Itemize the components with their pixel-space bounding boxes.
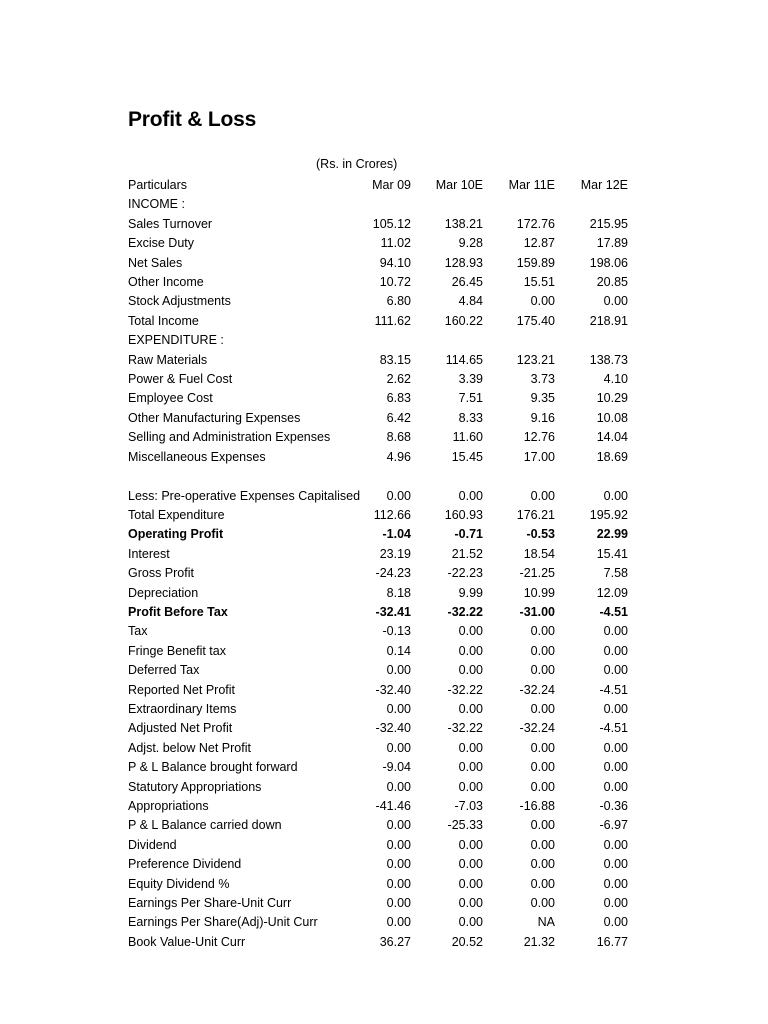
table-row <box>128 894 660 913</box>
table-row <box>128 855 660 874</box>
row-value: 0.00 <box>603 896 628 911</box>
row-label: Tax <box>128 624 148 639</box>
row-label: Stock Adjustments <box>128 294 231 309</box>
table-row <box>128 292 660 311</box>
header-col-mar-11e: Mar 11E <box>508 178 555 192</box>
row-value: 0.00 <box>603 915 628 930</box>
row-value: 0.00 <box>603 663 628 678</box>
row-label: Dividend <box>128 837 177 852</box>
row-label: Power & Fuel Cost <box>128 372 233 387</box>
row-value: 11.60 <box>452 430 483 445</box>
row-label: Total Income <box>128 313 199 328</box>
row-label: Fringe Benefit tax <box>128 643 226 658</box>
row-value: 4.84 <box>458 294 483 309</box>
row-label: Other Manufacturing Expenses <box>128 410 301 425</box>
table-row <box>128 933 660 952</box>
row-value: 114.65 <box>445 352 483 367</box>
row-value: -16.88 <box>519 799 555 813</box>
row-value: 172.76 <box>516 216 555 231</box>
row-value: 21.32 <box>523 934 555 949</box>
row-label: Appropriations <box>128 799 209 813</box>
row-value: 111.62 <box>374 313 411 328</box>
table-row <box>128 312 660 331</box>
row-value: 20.85 <box>596 275 628 290</box>
row-value: 159.89 <box>516 255 555 270</box>
row-value: 0.00 <box>386 663 411 678</box>
row-value: 0.00 <box>603 779 628 794</box>
row-value: 128.93 <box>444 255 483 270</box>
row-value: NA <box>537 915 555 930</box>
row-value: 0.00 <box>530 663 555 678</box>
row-value: 0.00 <box>530 701 555 716</box>
row-value: 0.00 <box>386 915 411 930</box>
row-label: Equity Dividend % <box>128 876 230 891</box>
row-value: -32.22 <box>447 604 483 619</box>
row-value: 4.10 <box>603 372 628 387</box>
row-value: -0.13 <box>382 624 411 639</box>
row-value: 0.00 <box>530 760 555 775</box>
row-value: 0.00 <box>603 643 628 658</box>
row-value: 0.00 <box>530 488 555 503</box>
row-label: Preference Dividend <box>128 857 242 872</box>
row-value: -31.00 <box>519 604 555 619</box>
row-label: Deferred Tax <box>128 663 200 678</box>
row-value: -0.36 <box>599 799 628 813</box>
row-value: 3.73 <box>530 372 555 387</box>
row-value: 0.00 <box>603 740 628 755</box>
row-value: 123.21 <box>516 352 555 367</box>
row-value: 83.15 <box>379 352 411 367</box>
table-row <box>128 525 660 544</box>
row-value: 0.00 <box>386 896 411 911</box>
row-value: 0.00 <box>530 740 555 755</box>
table-row <box>128 700 660 719</box>
row-label: Extraordinary Items <box>128 701 237 716</box>
row-value: 10.72 <box>379 275 411 290</box>
row-value: 7.58 <box>603 566 628 581</box>
row-value: 0.00 <box>603 760 628 775</box>
row-value: 0.00 <box>458 896 483 911</box>
table-row <box>128 642 660 661</box>
row-value: -7.03 <box>454 799 483 813</box>
row-value: -4.51 <box>599 604 628 619</box>
row-value: 94.10 <box>379 255 411 270</box>
row-value: 0.00 <box>530 779 555 794</box>
row-value: 0.00 <box>386 818 411 833</box>
table-row <box>128 584 660 603</box>
row-value: 160.93 <box>444 507 483 522</box>
table-row <box>128 603 660 622</box>
table-row <box>128 409 660 428</box>
row-value: -9.04 <box>382 760 411 775</box>
row-value: 15.51 <box>523 275 555 290</box>
row-label: Other Income <box>128 275 204 290</box>
row-label: Selling and Administration Expenses <box>128 430 331 445</box>
row-value: 0.00 <box>530 624 555 639</box>
row-value: 21.52 <box>451 546 483 561</box>
table-row <box>128 506 660 525</box>
row-value: 18.69 <box>596 449 628 464</box>
row-value: 36.27 <box>379 934 411 949</box>
row-value: -22.23 <box>447 566 483 581</box>
row-value: -32.40 <box>375 721 411 736</box>
row-value: 15.41 <box>596 546 628 561</box>
row-value: -6.97 <box>599 818 628 833</box>
row-value: 0.00 <box>603 488 628 503</box>
row-value: -32.41 <box>375 604 411 619</box>
row-value: 10.99 <box>523 585 555 600</box>
row-value: 0.00 <box>458 779 483 794</box>
row-value: 0.14 <box>386 643 411 658</box>
row-value: 12.87 <box>523 236 555 251</box>
row-label: Earnings Per Share-Unit Curr <box>128 896 292 911</box>
table-row <box>128 778 660 797</box>
table-row <box>128 564 660 583</box>
table-row <box>128 719 660 738</box>
row-value: 0.00 <box>458 837 483 852</box>
row-value: 20.52 <box>451 934 483 949</box>
table-row <box>128 661 660 680</box>
row-value: 0.00 <box>530 857 555 872</box>
row-label: Interest <box>128 546 170 561</box>
row-value: 6.42 <box>386 410 411 425</box>
row-value: -41.46 <box>375 799 411 813</box>
row-value: 0.00 <box>458 760 483 775</box>
header-col-mar-09: Mar 09 <box>372 178 411 192</box>
units-note: (Rs. in Crores) <box>316 157 398 171</box>
row-value: 26.45 <box>451 275 483 290</box>
row-value: 0.00 <box>458 857 483 872</box>
row-value: 0.00 <box>603 624 628 639</box>
table-body <box>128 195 660 952</box>
row-label: INCOME : <box>128 197 185 212</box>
row-value: 16.77 <box>596 934 628 949</box>
row-value: 6.83 <box>386 391 411 406</box>
row-label: Reported Net Profit <box>128 682 235 697</box>
row-value: -1.04 <box>382 527 411 542</box>
table-row <box>128 273 660 292</box>
row-value: 105.12 <box>372 216 411 231</box>
row-value: 0.00 <box>458 643 483 658</box>
row-value: 12.76 <box>523 430 555 445</box>
row-value: 22.99 <box>596 527 628 542</box>
table-row <box>128 215 660 234</box>
table-row <box>128 448 660 467</box>
table-row <box>128 913 660 932</box>
row-value: 0.00 <box>458 701 483 716</box>
row-value: -32.40 <box>375 682 411 697</box>
row-value: 0.00 <box>386 779 411 794</box>
row-label: P & L Balance brought forward <box>128 760 298 775</box>
row-value: -32.24 <box>519 682 555 697</box>
row-label: Total Expenditure <box>128 507 225 522</box>
row-value: -32.22 <box>447 682 483 697</box>
row-value: 14.04 <box>596 430 628 445</box>
header-col-mar-12e: Mar 12E <box>580 178 628 192</box>
row-value: 215.95 <box>589 216 628 231</box>
row-value: 0.00 <box>603 857 628 872</box>
row-value: 8.18 <box>386 585 411 600</box>
row-value: 0.00 <box>458 663 483 678</box>
row-value: 17.89 <box>596 236 628 251</box>
row-value: -0.53 <box>526 527 555 542</box>
row-value: 0.00 <box>530 643 555 658</box>
row-label: Miscellaneous Expenses <box>128 449 266 464</box>
table-row <box>128 331 660 350</box>
row-label: Statutory Appropriations <box>128 779 262 794</box>
table-row <box>128 836 660 855</box>
table-row <box>128 816 660 835</box>
row-value: 0.00 <box>386 857 411 872</box>
row-value: 10.29 <box>596 391 628 406</box>
table-row <box>128 875 660 894</box>
row-value: 112.66 <box>373 507 411 522</box>
row-value: 9.35 <box>530 391 555 406</box>
row-value: 9.28 <box>458 236 483 251</box>
row-value: 0.00 <box>458 740 483 755</box>
row-value: 176.21 <box>516 507 555 522</box>
table-row <box>128 467 660 486</box>
row-label: Operating Profit <box>128 527 224 542</box>
table-row <box>128 254 660 273</box>
row-value: 0.00 <box>530 876 555 891</box>
row-value: 0.00 <box>458 624 483 639</box>
row-label: Depreciation <box>128 585 199 600</box>
table-row <box>128 389 660 408</box>
row-value: 23.19 <box>379 546 411 561</box>
row-value: -21.25 <box>519 566 555 581</box>
row-value: 0.00 <box>603 294 628 309</box>
row-value: 9.99 <box>458 585 483 600</box>
table-row <box>128 797 660 816</box>
row-label: Profit Before Tax <box>128 604 228 619</box>
row-value: -4.51 <box>599 682 628 697</box>
row-value: 218.91 <box>589 313 628 328</box>
row-value: 138.21 <box>444 216 483 231</box>
header-particulars: Particulars <box>128 178 188 192</box>
row-value: 0.00 <box>386 876 411 891</box>
row-value: 0.00 <box>458 488 483 503</box>
row-value: 12.09 <box>596 585 628 600</box>
row-label: Adjusted Net Profit <box>128 721 233 736</box>
row-value: 0.00 <box>530 837 555 852</box>
row-value: 10.08 <box>596 410 628 425</box>
row-value: 0.00 <box>530 294 555 309</box>
row-value: 0.00 <box>386 740 411 755</box>
row-value: 15.45 <box>451 449 483 464</box>
table-header-row <box>128 176 660 195</box>
row-value: 18.54 <box>523 546 555 561</box>
row-value: 0.00 <box>458 915 483 930</box>
row-value: -32.22 <box>447 721 483 736</box>
row-value: -32.24 <box>519 721 555 736</box>
row-value: 6.80 <box>386 294 411 309</box>
row-label: Less: Pre-operative Expenses Capitalised <box>128 488 361 503</box>
row-value: -0.71 <box>454 527 483 542</box>
row-value: 3.39 <box>458 372 483 387</box>
row-value: 160.22 <box>444 313 483 328</box>
row-label: Employee Cost <box>128 391 213 406</box>
row-value: 0.00 <box>603 701 628 716</box>
header-col-mar-10e: Mar 10E <box>435 178 483 192</box>
row-label: Gross Profit <box>128 566 194 581</box>
table-row <box>128 370 660 389</box>
row-label: EXPENDITURE : <box>128 333 224 348</box>
table-row <box>128 351 660 370</box>
row-label: Earnings Per Share(Adj)-Unit Curr <box>128 915 318 930</box>
row-value: 8.68 <box>386 430 411 445</box>
profit-loss-table <box>128 176 660 952</box>
row-value: 0.00 <box>386 701 411 716</box>
row-value: 195.92 <box>589 507 628 522</box>
table-row <box>128 195 660 214</box>
row-value: 175.40 <box>516 313 555 328</box>
table-row <box>128 545 660 564</box>
table-row <box>128 234 660 253</box>
row-label: Sales Turnover <box>128 216 213 231</box>
row-label: Excise Duty <box>128 236 194 251</box>
row-value: -25.33 <box>447 818 483 833</box>
row-value: 0.00 <box>386 837 411 852</box>
row-value: 0.00 <box>530 818 555 833</box>
table-row <box>128 739 660 758</box>
page-title: Profit & Loss <box>128 108 257 131</box>
row-label: Net Sales <box>128 255 183 270</box>
row-value: 0.00 <box>603 876 628 891</box>
row-label: Book Value-Unit Curr <box>128 934 246 949</box>
row-value: 0.00 <box>386 488 411 503</box>
row-value: 0.00 <box>530 896 555 911</box>
table-row <box>128 487 660 506</box>
row-value: 17.00 <box>523 449 555 464</box>
row-value: 198.06 <box>589 255 628 270</box>
row-value: -24.23 <box>375 566 411 581</box>
table-row <box>128 681 660 700</box>
row-value: -4.51 <box>599 721 628 736</box>
row-value: 0.00 <box>458 876 483 891</box>
row-label: Raw Materials <box>128 352 208 367</box>
row-value: 2.62 <box>386 372 411 387</box>
table-row <box>128 758 660 777</box>
row-label: Adjst. below Net Profit <box>128 740 251 755</box>
row-value: 4.96 <box>386 449 411 464</box>
row-value: 0.00 <box>603 837 628 852</box>
row-value: 7.51 <box>458 391 483 406</box>
row-value: 9.16 <box>530 410 555 425</box>
table-row <box>128 428 660 447</box>
row-label: P & L Balance carried down <box>128 818 282 833</box>
row-value: 11.02 <box>380 236 411 251</box>
table-row <box>128 622 660 641</box>
row-value: 138.73 <box>589 352 628 367</box>
row-value: 8.33 <box>458 410 483 425</box>
